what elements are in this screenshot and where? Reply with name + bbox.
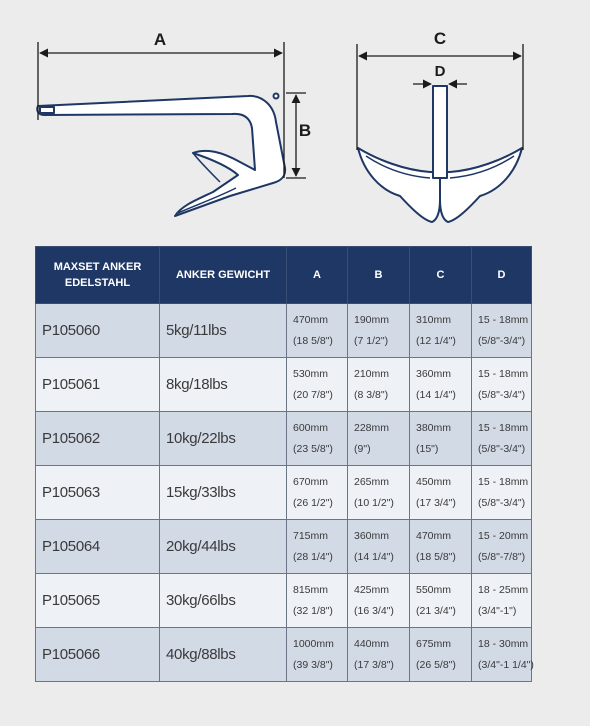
dimension-a-cell (287, 520, 348, 574)
metric-value: 15 - 18mm (478, 475, 529, 488)
imperial-value: (26 5/8") (416, 658, 456, 671)
imperial-value: (21 3/4") (416, 604, 456, 617)
imperial-value: (14 1/4") (354, 550, 394, 563)
metric-value: 18 - 30mm (478, 637, 529, 650)
dimension-d-cell (472, 520, 532, 574)
imperial-value: (17 3/8") (354, 658, 394, 671)
metric-value: 440mm (354, 637, 390, 650)
dimension-c-cell (410, 304, 472, 358)
dimension-d-cell (472, 358, 532, 412)
metric-value: 670mm (293, 475, 329, 488)
metric-value: 190mm (354, 313, 390, 326)
column-header-c: C (410, 247, 472, 304)
dimension-a-cell (287, 628, 348, 682)
product-code-cell: P105066 (36, 628, 160, 682)
metric-value: 715mm (293, 529, 329, 542)
metric-value: 600mm (293, 421, 329, 434)
dimension-d-cell (472, 466, 532, 520)
metric-value: 310mm (416, 313, 452, 326)
dimension-d-cell (472, 574, 532, 628)
dimension-a-cell (287, 574, 348, 628)
dimension-d-cell (472, 628, 532, 682)
dimension-a-cell (287, 304, 348, 358)
anchor-weight-cell: 20kg/44lbs (160, 520, 287, 574)
product-code-cell: P105065 (36, 574, 160, 628)
dimension-b-cell (348, 520, 410, 574)
table-row (36, 628, 532, 682)
dimension-label-b: B (298, 121, 312, 140)
imperial-value: (20 7/8") (293, 388, 333, 401)
anchor-front-view (358, 86, 522, 222)
table-row (36, 574, 532, 628)
anchor-weight-cell: 8kg/18lbs (160, 358, 287, 412)
imperial-value: (10 1/2") (354, 496, 394, 509)
table-header-row (36, 247, 532, 304)
product-code-cell: P105061 (36, 358, 160, 412)
metric-value: 15 - 18mm (478, 367, 529, 380)
metric-value: 675mm (416, 637, 452, 650)
dimension-c-cell (410, 628, 472, 682)
table-row (36, 358, 532, 412)
dimension-d-cell (472, 304, 532, 358)
table-row (36, 466, 532, 520)
anchor-weight-cell: 30kg/66lbs (160, 574, 287, 628)
anchor-dimension-diagram (0, 0, 590, 235)
metric-value: 360mm (354, 529, 390, 542)
imperial-value: (9") (354, 442, 371, 455)
imperial-value: (5/8"-3/4") (478, 334, 526, 347)
dimension-b-cell (348, 628, 410, 682)
metric-value: 425mm (354, 583, 390, 596)
metric-value: 15 - 18mm (478, 313, 529, 326)
metric-value: 450mm (416, 475, 452, 488)
imperial-value: (14 1/4") (416, 388, 456, 401)
metric-value: 15 - 20mm (478, 529, 529, 542)
table-row (36, 412, 532, 466)
dimension-a-cell (287, 358, 348, 412)
specification-table (35, 246, 532, 682)
metric-value: 470mm (416, 529, 452, 542)
metric-value: 360mm (416, 367, 452, 380)
imperial-value: (28 1/4") (293, 550, 333, 563)
dimension-c-cell (410, 358, 472, 412)
metric-value: 18 - 25mm (478, 583, 529, 596)
dimension-c-cell (410, 466, 472, 520)
metric-value: 210mm (354, 367, 390, 380)
dimension-a-cell (287, 412, 348, 466)
anchor-weight-cell: 15kg/33lbs (160, 466, 287, 520)
anchor-weight-cell: 5kg/11lbs (160, 304, 287, 358)
imperial-value: (5/8"-3/4") (478, 496, 526, 509)
column-header-a: A (287, 247, 348, 304)
imperial-value: (5/8"-3/4") (478, 388, 526, 401)
dimension-c-cell (410, 574, 472, 628)
dimension-a-cell (287, 466, 348, 520)
imperial-value: (18 5/8") (293, 334, 333, 347)
imperial-value: (18 5/8") (416, 550, 456, 563)
imperial-value: (23 5/8") (293, 442, 333, 455)
metric-value: 470mm (293, 313, 329, 326)
dimension-label-c: C (433, 29, 447, 48)
product-code-cell: P105064 (36, 520, 160, 574)
dimension-b-cell (348, 574, 410, 628)
column-header-weight: ANKER GEWICHT (160, 247, 287, 304)
dimension-b-cell (348, 304, 410, 358)
dimension-b-cell (348, 466, 410, 520)
dimension-label-d: D (434, 63, 446, 80)
metric-value: 550mm (416, 583, 452, 596)
imperial-value: (26 1/2") (293, 496, 333, 509)
metric-value: 380mm (416, 421, 452, 434)
imperial-value: (7 1/2") (354, 334, 389, 347)
dimension-d-cell (472, 412, 532, 466)
anchor-side-view (37, 94, 285, 217)
metric-value: 815mm (293, 583, 329, 596)
dimension-b-cell (348, 358, 410, 412)
imperial-value: (8 3/8") (354, 388, 389, 401)
table-row (36, 520, 532, 574)
metric-value: 15 - 18mm (478, 421, 529, 434)
imperial-value: (3/4"-1 1/4") (478, 658, 534, 671)
anchor-weight-cell: 40kg/88lbs (160, 628, 287, 682)
table-body (36, 304, 532, 682)
imperial-value: (12 1/4") (416, 334, 456, 347)
imperial-value: (5/8"-7/8") (478, 550, 526, 563)
dimension-c-cell (410, 412, 472, 466)
imperial-value: (39 3/8") (293, 658, 333, 671)
product-code-cell: P105062 (36, 412, 160, 466)
column-header-product: MAXSET ANKER EDELSTAHL (36, 247, 160, 304)
metric-value: 265mm (354, 475, 390, 488)
table-row (36, 304, 532, 358)
metric-value: 228mm (354, 421, 390, 434)
metric-value: 1000mm (293, 637, 334, 650)
dimension-label-a: A (153, 30, 167, 49)
dimension-c-cell (410, 520, 472, 574)
metric-value: 530mm (293, 367, 329, 380)
dimension-b-cell (348, 412, 410, 466)
imperial-value: (17 3/4") (416, 496, 456, 509)
column-header-b: B (348, 247, 410, 304)
column-header-d: D (472, 247, 532, 304)
imperial-value: (15") (416, 442, 439, 455)
imperial-value: (32 1/8") (293, 604, 333, 617)
imperial-value: (5/8"-3/4") (478, 442, 526, 455)
anchor-weight-cell: 10kg/22lbs (160, 412, 287, 466)
imperial-value: (16 3/4") (354, 604, 394, 617)
product-code-cell: P105060 (36, 304, 160, 358)
product-code-cell: P105063 (36, 466, 160, 520)
imperial-value: (3/4"-1") (478, 604, 517, 617)
